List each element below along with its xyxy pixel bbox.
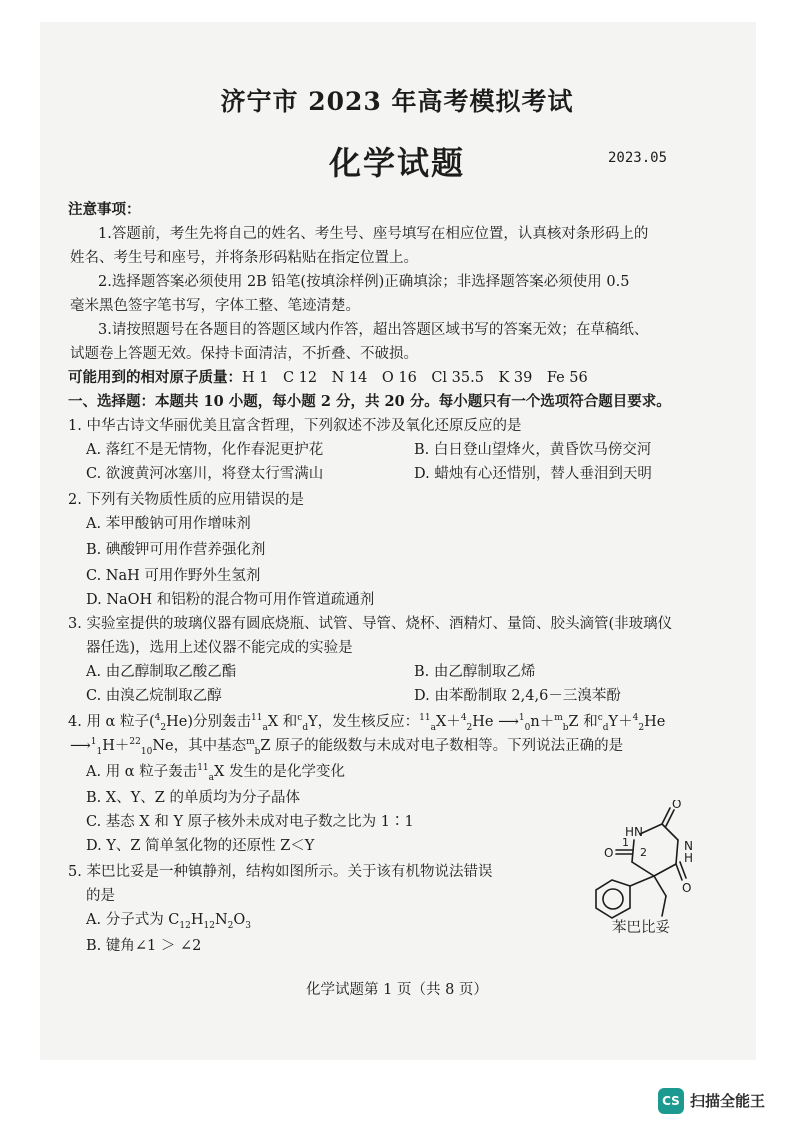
mass-number: m	[554, 713, 563, 724]
mass-number: m	[246, 737, 255, 748]
q5-option-a	[86, 910, 251, 930]
subject-title: 化学试题	[328, 144, 465, 182]
q4-text: )分别轰击	[187, 714, 251, 730]
q3-option-d: D. 由苯酚制取 2,4,6－三溴苯酚	[414, 688, 621, 704]
notice-line-6: 试题卷上答题无效。保持卡面清洁，不折叠、不破损。	[70, 346, 418, 362]
ethyl-bond	[662, 896, 666, 916]
q3-option-c: C. 由溴乙烷制取乙醇	[86, 688, 222, 704]
atom-o-right: O	[682, 881, 692, 895]
symbol: Y	[308, 714, 318, 730]
mass-number: 4	[460, 713, 467, 724]
q4-text: He	[644, 714, 666, 730]
q3-stem-1: 3. 实验室提供的玻璃仪器有圆底烧瓶、试管、导管、烧杯、酒精灯、量筒、胶头滴管(非玻璃仪	[68, 616, 673, 632]
q5-text: A. 分子式为 C	[86, 912, 180, 928]
aromatic-circle	[603, 889, 623, 909]
q2-option-d: D. NaOH 和铝粉的混合物可用作管道疏通剂	[86, 592, 375, 608]
bond	[662, 824, 678, 840]
mass-number: 4	[632, 713, 639, 724]
q5-stem-2: 的是	[86, 888, 115, 904]
atomic-number: a	[430, 722, 436, 733]
exam-date: 2023.05	[608, 150, 668, 166]
q4-option-d: D. Y、Z 简单氢化物的还原性 Z＜Y	[86, 838, 315, 854]
q4-text: A. 用 α 粒子轰击	[86, 764, 198, 780]
q5-text: N	[214, 912, 228, 928]
atomic-number: 1	[96, 746, 103, 757]
reaction-arrow: ⟶	[70, 738, 91, 754]
atom-o-top: O	[672, 800, 682, 811]
atomic-masses-values: H 1 C 12 N 14 O 16 Cl 35.5 K 39 Fe 56	[242, 370, 588, 386]
q4-text: X 发生的是化学变化	[214, 764, 345, 780]
exam-title: 济宁市 2023 年高考模拟考试	[220, 87, 574, 116]
q4-text: Z 和	[568, 714, 598, 730]
bond	[632, 840, 634, 862]
q5-option-b: B. 键角∠1 ＞ ∠2	[86, 938, 202, 954]
ethyl-bond	[654, 876, 666, 896]
q4-text: He ⟶	[472, 714, 519, 730]
atomic-number: d	[302, 722, 309, 733]
atom-h: H	[684, 851, 694, 865]
molecule-caption: 苯巴比妥	[612, 920, 670, 936]
q4-option-c: C. 基态 X 和 Y 原子核外未成对电子数之比为 1∶1	[86, 814, 414, 830]
atomic-number: 10	[140, 746, 153, 757]
q3-option-b: B. 由乙醇制取乙烯	[414, 664, 536, 680]
atom-n: N	[684, 839, 693, 853]
q3-option-a: A. 由乙醇制取乙酸乙酯	[86, 664, 237, 680]
q5-text: H	[190, 912, 204, 928]
notice-line-5: 3.请按照题号在各题目的答题区域内作答，超出答题区域书写的答案无效；在草稿纸、	[98, 322, 649, 338]
q4-stem-1	[68, 712, 665, 732]
q4-text: X＋	[435, 714, 461, 730]
he-nuclide	[155, 712, 188, 732]
mass-number: 4	[154, 713, 161, 724]
atomic-number: 0	[524, 722, 531, 733]
atomic-number: a	[208, 772, 215, 783]
atomic-number: b	[562, 722, 569, 733]
subscript: 12	[203, 920, 215, 931]
q5-stem-1: 5. 苯巴比妥是一种镇静剂，结构如图所示。关于该有机物说法错误	[68, 864, 493, 880]
mass-number: 11	[251, 713, 263, 724]
atom-o-left: O	[604, 846, 614, 860]
atomic-masses	[68, 368, 588, 388]
atomic-number: 2	[466, 722, 473, 733]
notice-line-3: 2.选择题答案必须使用 2B 铅笔(按填涂样例)正确填涂；非选择题答案必须使用 0.5	[98, 274, 630, 290]
q4-text: H＋	[102, 738, 130, 754]
bond	[654, 864, 676, 876]
angle-label-1: 1	[622, 836, 629, 849]
q4-option-b: B. X、Y、Z 的单质均为分子晶体	[86, 790, 300, 806]
q1-option-a: A. 落红不是无情物，化作春泥更护花	[86, 442, 324, 458]
q2-stem: 2. 下列有关物质性质的应用错误的是	[68, 492, 304, 508]
atomic-number: d	[602, 722, 609, 733]
atom-hn: HN	[625, 825, 643, 839]
mass-number: 1	[518, 713, 525, 724]
mass-number: 22	[129, 737, 141, 748]
mass-number: c	[597, 713, 603, 724]
q1-option-c: C. 欲渡黄河冰塞川，将登太行雪满山	[86, 466, 324, 482]
bond	[640, 824, 662, 834]
atomic-number: 2	[638, 722, 645, 733]
subscript: 2	[227, 920, 234, 931]
benzene-ring	[596, 880, 630, 918]
mass-number: c	[297, 713, 303, 724]
notice-line-2: 姓名、考生号和座号，并将条形码粘贴在指定位置上。	[70, 250, 418, 266]
q4-text: Y＋	[608, 714, 633, 730]
q4-stem-2	[70, 736, 623, 756]
q4-text: Ne，其中基态	[152, 738, 247, 754]
atomic-number: 2	[160, 722, 167, 733]
q4-option-a	[86, 762, 345, 782]
q1-stem: 1. 中华古诗文华丽优美且富含哲理，下列叙述不涉及氧化还原反应的是	[68, 418, 522, 434]
q4-text: n＋	[530, 714, 555, 730]
q5-text: O	[233, 912, 246, 928]
q2-option-b: B. 碘酸钾可用作营养强化剂	[86, 542, 266, 558]
phenyl-bond	[630, 876, 654, 886]
subscript: 12	[179, 920, 191, 931]
q3-stem-2: 器任选)，选用上述仪器不能完成的实验是	[86, 640, 353, 656]
section-heading: 一、选择题：本题共 10 小题，每小题 2 分，共 20 分。每小题只有一个选项符合题目要求。	[68, 393, 671, 410]
camscanner-watermark-text: 扫描全能王	[690, 1092, 766, 1110]
bond	[676, 840, 678, 864]
symbol: He	[166, 714, 188, 730]
page-footer: 化学试题第 1 页（共 8 页）	[306, 982, 488, 998]
q1-option-b: B. 白日登山望烽火，黄昏饮马傍交河	[414, 442, 652, 458]
q4-text: ，发生核反应：	[317, 714, 420, 730]
notice-heading: 注意事项：	[68, 201, 141, 218]
q2-option-c: C. NaH 可用作野外生氢剂	[86, 568, 261, 584]
q2-option-a: A. 苯甲酸钠可用作增味剂	[86, 516, 251, 532]
q4-text: Z 原子的能级数与未成对电子数相等。下列说法正确的是	[260, 738, 624, 754]
q4-text: 4. 用 α 粒子(	[68, 714, 155, 730]
q1-option-d: D. 蜡烛有心还惜别，替人垂泪到天明	[414, 466, 652, 482]
atomic-number: b	[254, 746, 261, 757]
subscript: 3	[245, 920, 252, 931]
camscanner-logo-icon: CS	[658, 1088, 684, 1114]
mass-number: 11	[419, 713, 431, 724]
bond	[632, 862, 654, 876]
notice-line-4: 毫米黑色签字笔书写，字体工整、笔迹清楚。	[70, 298, 360, 314]
mass-number: 11	[197, 763, 209, 774]
angle-label-2: 2	[640, 846, 647, 859]
mass-number: 1	[90, 737, 97, 748]
atomic-masses-label: 可能用到的相对原子质量：	[68, 369, 242, 386]
atomic-number: a	[262, 722, 268, 733]
symbol: X	[267, 714, 279, 730]
q4-text: 和	[278, 714, 298, 730]
notice-line-1: 1.答题前，考生先将自己的姓名、考生号、座号填写在相应位置，认真核对条形码上的	[98, 226, 649, 242]
